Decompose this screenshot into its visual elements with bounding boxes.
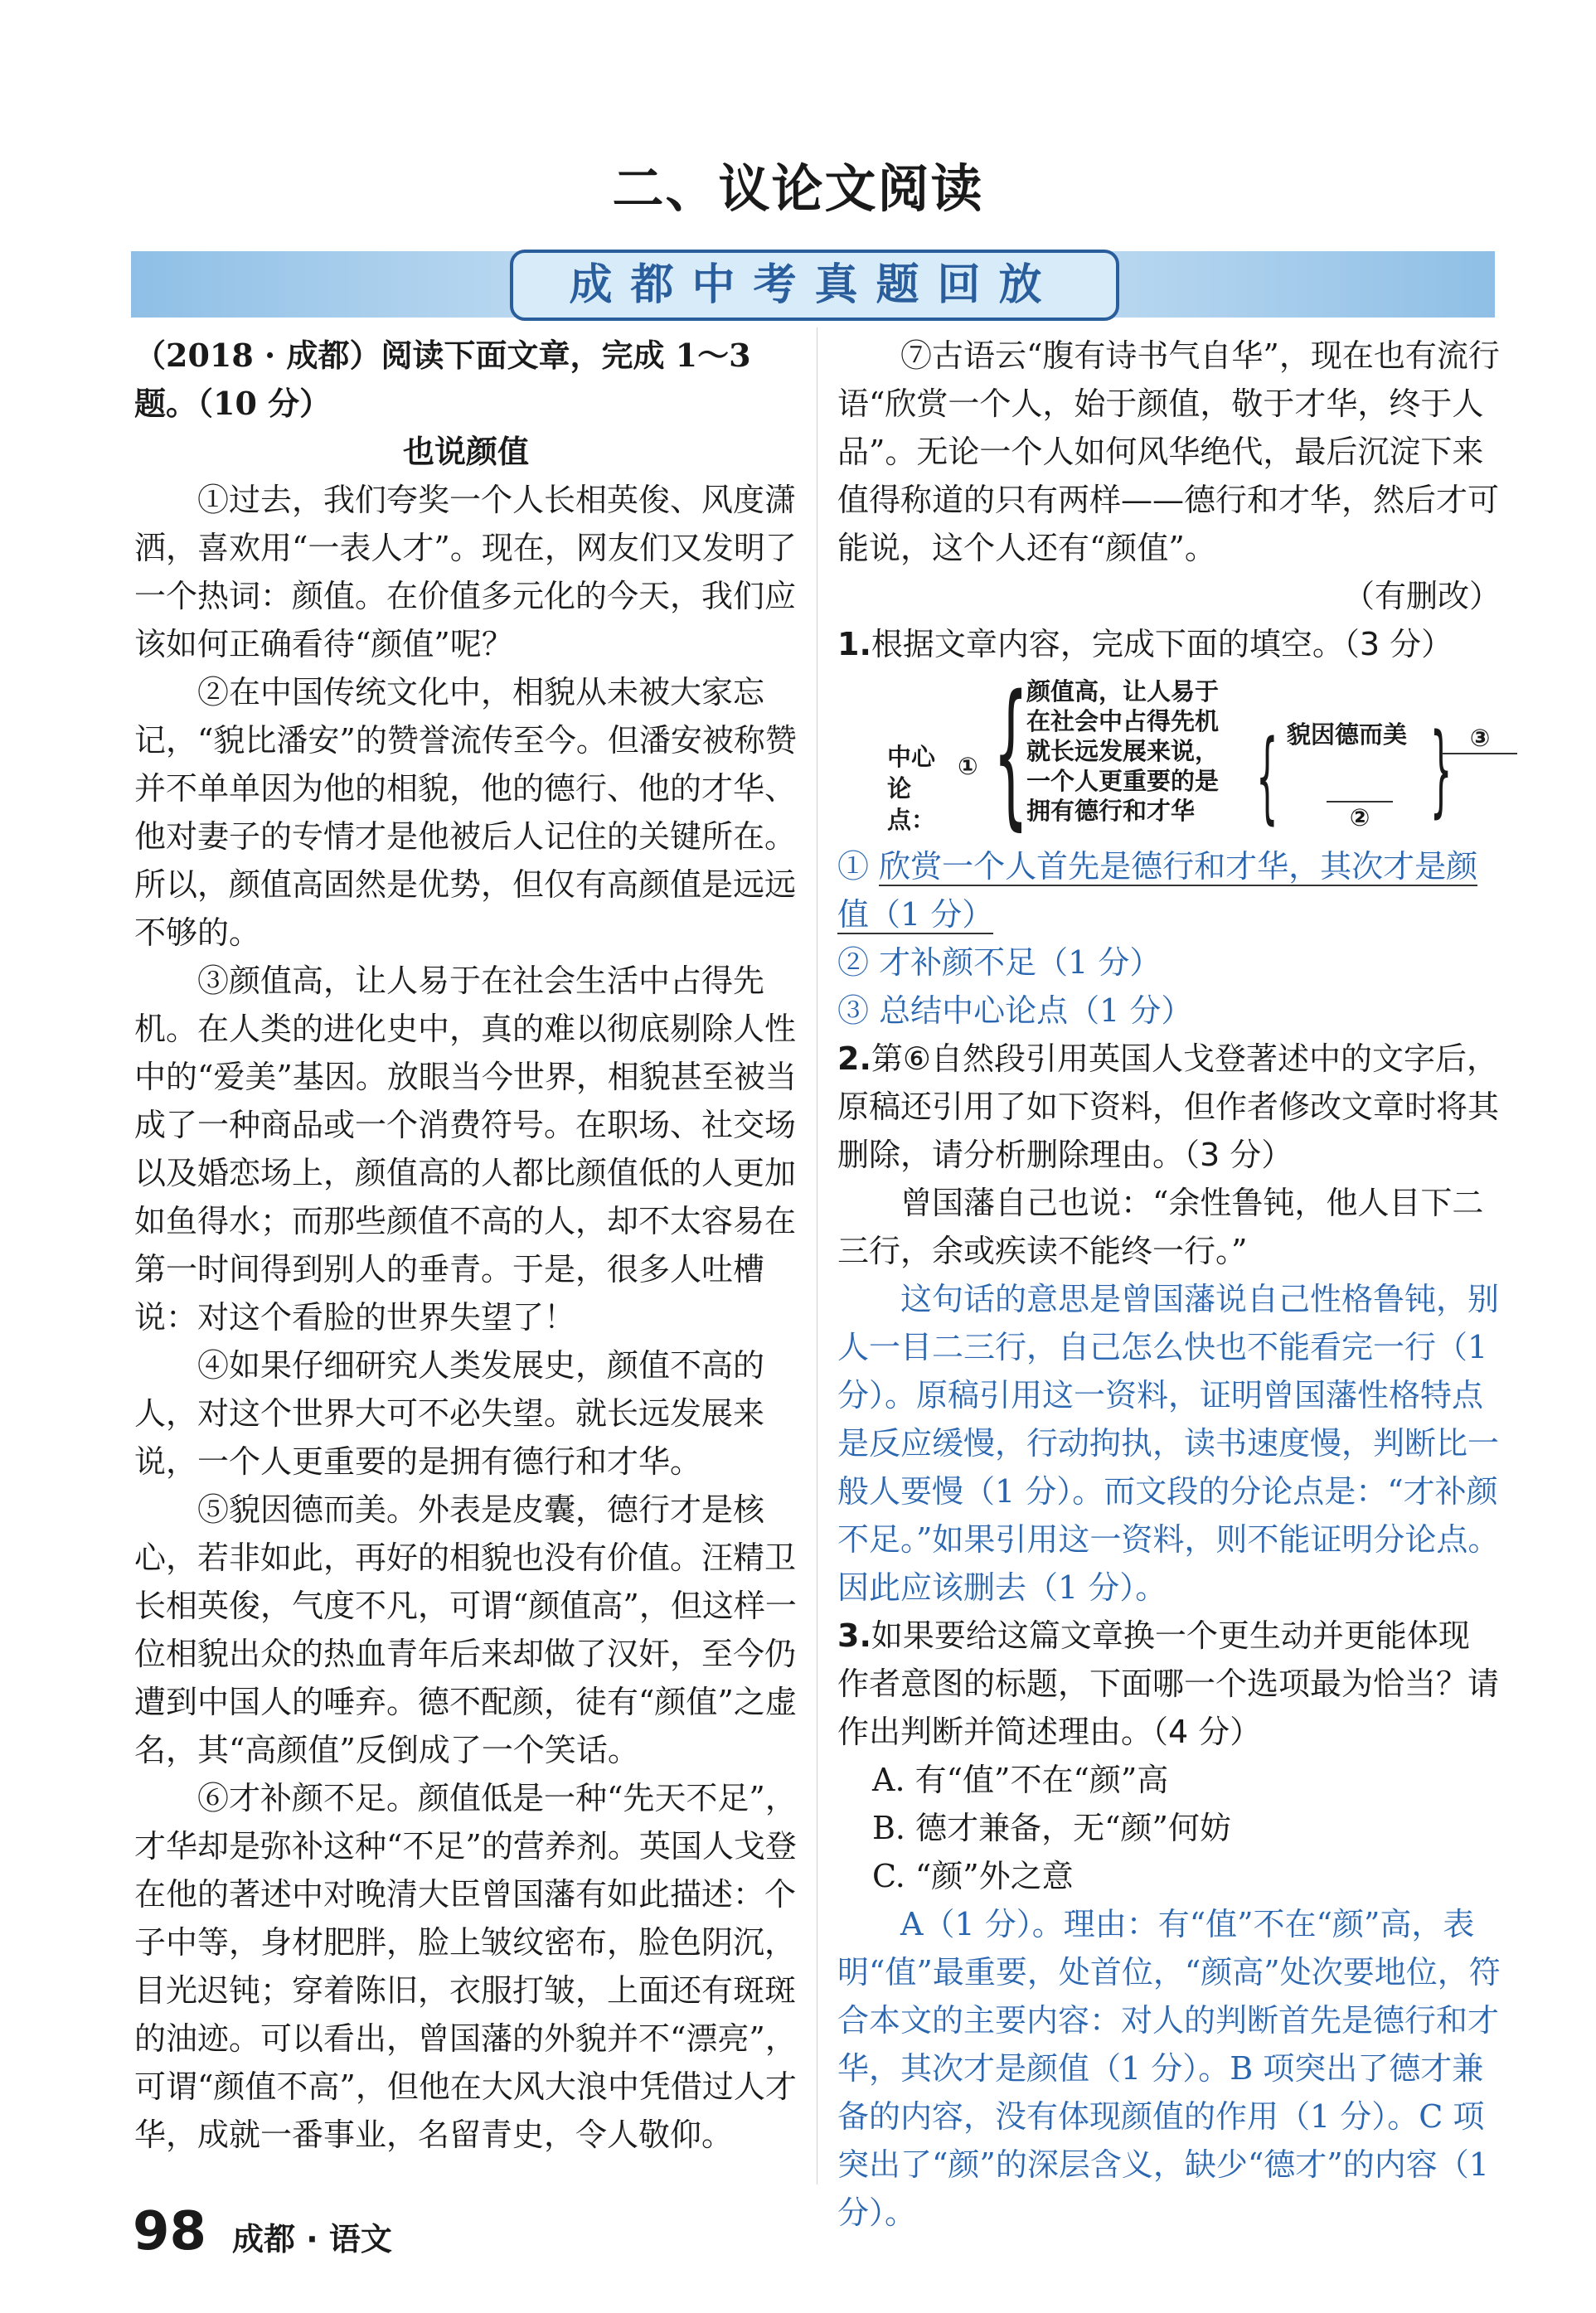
right-column — [837, 332, 1501, 2237]
question-1-number: 1. — [837, 626, 871, 662]
article-title: 也说颜值 — [402, 434, 529, 470]
question-2-number: 2. — [837, 1040, 871, 1077]
question-1-text: 根据文章内容，完成下面的填空。（3 分） — [871, 626, 1453, 662]
paragraph-6: ⑥才补颜不足。颜值低是一种“先天不足”，才华却是弥补这种“不足”的营养剂。英国人戈登在他的著述中对晚清大臣曾国藩有如此描述：个子中等，身材肥胖，脸上皱纹密布，脸色阴沉，目光迟钝；穿着陈旧，衣服打皱，上面还有斑斑的油迹。可以看出，曾国藩的外貌并不“漂亮”，可谓“颜值不高”，但他在大风大浪中凭借过人才华，成就一番事业，名留青史，令人敬仰。 — [134, 1780, 797, 2153]
diagram-line: 颜值高，让人易于 — [1026, 677, 1220, 706]
question-3-text: 如果要给这篇文章换一个更生动并更能体现作者意图的标题，下面哪一个选项最为恰当？请作出判断并简述理由。（4 分） — [837, 1617, 1500, 1750]
argument-diagram — [837, 662, 1501, 845]
left-column — [134, 332, 798, 2159]
diagram-line: 拥有德行和才华 — [1026, 797, 1196, 825]
diagram-blank-3: ③ — [1443, 723, 1517, 754]
brace-icon: { — [993, 662, 1029, 845]
paragraph-3: ③颜值高，让人易于在社会生活中占得先机。在人类的进化史中，真的难以彻底剔除人性中的“爱美”基因。放眼当今世界，相貌甚至被当成了一种商品或一个消费符号。在职场、社交场以及婚恋场上，颜值高的人都比颜值低的人更加如鱼得水；而那些颜值不高的人，却不太容易在第一时间得到别人的垂青。于是，很多人吐槽说：对这个看脸的世界失望了！ — [134, 963, 797, 1336]
source-note: （有删改） — [1342, 578, 1501, 614]
answer-mark: ② — [837, 944, 870, 981]
diagram-line: 一个人更重要的是 — [1026, 767, 1220, 795]
diagram-line: 就长远发展来说， — [1026, 737, 1220, 765]
diagram-blank-1: ① — [958, 752, 978, 780]
question-3-number: 3. — [837, 1617, 871, 1654]
answer-1-1 — [837, 842, 1501, 938]
question-3 — [837, 1612, 1501, 1756]
page-number: 98 — [133, 2201, 207, 2262]
option-b: B. 德才兼备，无“颜”何妨 — [872, 1810, 1231, 1846]
question-intro: （2018 · 成都）阅读下面文章，完成 1～3 题。（10 分） — [134, 337, 751, 422]
brace-icon: { — [1429, 720, 1453, 836]
answer-mark: ① — [837, 848, 870, 885]
footer-label: 成都 · 语文 — [232, 2221, 392, 2257]
answer-1-3 — [837, 987, 1501, 1035]
diagram-line: 在社会中占得先机 — [1026, 707, 1220, 735]
option-c: C. “颜”外之意 — [872, 1858, 1074, 1894]
paragraph-5: ⑤貌因德而美。外表是皮囊，德行才是核心，若非如此，再好的相貌也没有价值。汪精卫长相英俊，气度不凡，可谓“颜值高”，但这样一位相貌出众的热血青年后来却做了汉奸，至今仍遭到中国人的唾弃。德不配颜，徒有“颜值”之虚名，其“高颜值”反倒成了一个笑话。 — [134, 1491, 797, 1768]
paragraph-1: ①过去，我们夸奖一个人长相英俊、风度潇洒，喜欢用“一表人才”。现在，网友们又发明了一个热词：颜值。在价值多元化的今天，我们应该如何正确看待“颜值”呢？ — [134, 482, 797, 662]
banner-text: 成都中考真题回放 — [569, 260, 1060, 310]
answer-2: 这句话的意思是曾国藩说自己性格鲁钝，别人一目二三行，自己怎么快也不能看完一行（1 分）。原稿引用这一资料，证明曾国藩性格特点是反应缓慢，行动拘执，读书速度慢，判断比一般人要慢（1 分）。而文段的分论点是：“才补颜不足。”如果引用这一资料，则不能证明分论点。因此应该删去（1 分）。 — [837, 1281, 1500, 1606]
paragraph-7: ⑦古语云“腹有诗书气自华”，现在也有流行语“欣赏一个人，始于颜值，敬于才华，终于人品”。无论一个人如何风华绝代，最后沉淀下来值得称道的只有两样——德行和才华，然后才可能说，这个人还有“颜值”。 — [837, 337, 1500, 566]
answer-mark: ③ — [837, 992, 870, 1029]
answer-3: A（1 分）。理由：有“值”不在“颜”高，表明“值”最重要，处首位，“颜高”处次要地位，符合本文的主要内容：对人的判断首先是德行和才华，其次才是颜值（1 分）。B 项突出了德才兼备的内容，没有体现颜值的作用（1 分）。C 项突出了“颜”的深层含义，缺少“德才”的内容（1 分）。 — [837, 1906, 1501, 2231]
paragraph-2: ②在中国传统文化中，相貌从未被大家忘记，“貌比潘安”的赞誉流传至今。但潘安被称赞并不单单因为他的相貌，他的德行、他的才华、他对妻子的专情才是他被后人记住的关键所在。所以，颜值高固然是优势，但仅有高颜值是远远不够的。 — [134, 674, 797, 951]
question-2-quote: 曾国藩自己也说：“余性鲁钝，他人目下二三行，余或疾读不能终一行。” — [837, 1185, 1484, 1269]
answer-1-2 — [837, 938, 1501, 987]
diagram-blank-2: ② — [1327, 801, 1393, 832]
question-2-text: 第⑥自然段引用英国人戈登著述中的文字后，原稿还引用了如下资料，但作者修改文章时将其删除，请分析删除理由。（3 分） — [837, 1040, 1500, 1173]
answer-text: 欣赏一个人首先是德行和才华，其次才是颜值（1 分） — [837, 848, 1478, 933]
option-a: A. 有“值”不在“颜”高 — [872, 1762, 1169, 1798]
diagram-label: 中心论点： — [887, 743, 936, 834]
brace-icon: { — [1256, 720, 1278, 835]
question-2 — [837, 1035, 1501, 1179]
question-1 — [837, 620, 1501, 668]
answer-text: 总结中心论点（1 分） — [879, 992, 1193, 1029]
answer-text: 才补颜不足（1 分） — [879, 944, 1162, 981]
paragraph-4: ④如果仔细研究人类发展史，颜值不高的人，对这个世界大可不必失望。就长远发展来说，一个人更重要的是拥有德行和才华。 — [134, 1347, 765, 1480]
diagram-subpoint: 貌因德而美 — [1287, 720, 1408, 749]
section-title: 二、议论文阅读 — [612, 158, 984, 219]
